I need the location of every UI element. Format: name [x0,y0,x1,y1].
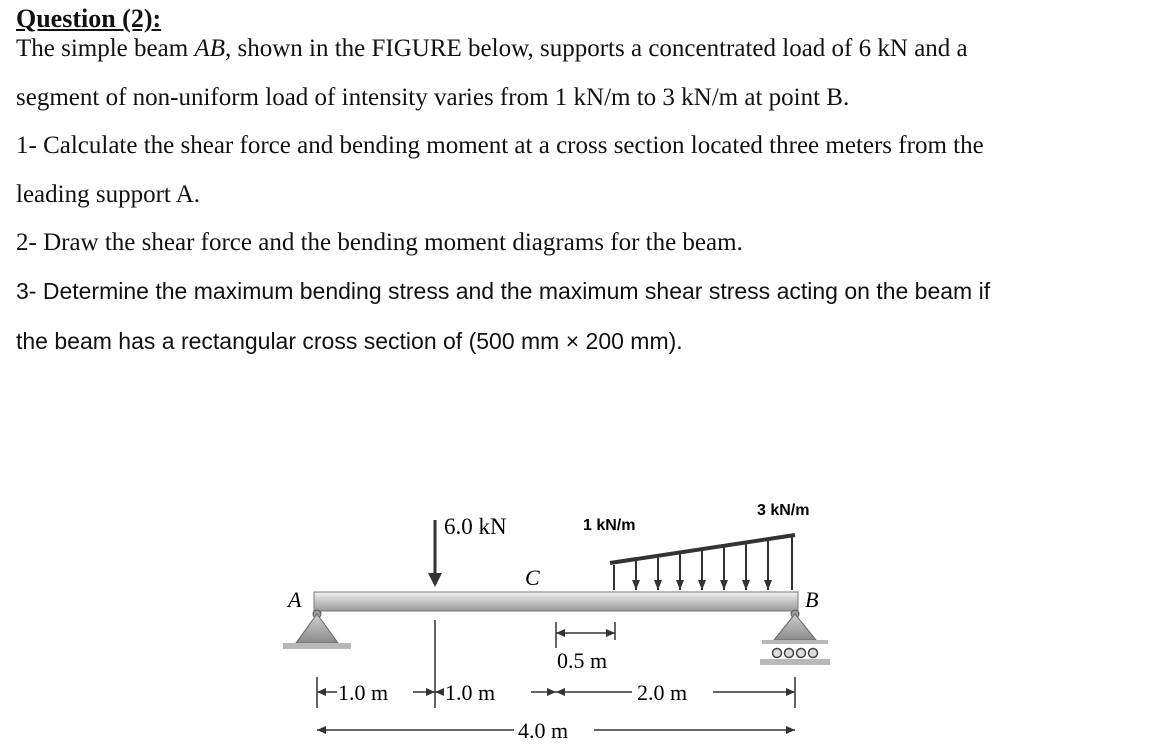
point-a-label: A [288,587,302,612]
question-heading: Question (2): [16,4,162,33]
intro-line-1 [16,35,968,63]
point-load-label: 6.0 kN [444,514,507,539]
intro-line-1-start: The simple beam [16,35,195,62]
task-1-line-2: leading support A. [16,181,201,208]
beam [314,592,798,611]
intro-line-2: segment of non-uniform load of intensity varies from 1 kN/m to 3 kN/m at point B. [16,84,850,111]
dimension-1m-b-label: 1.0 m [445,680,496,705]
point-b-label: B [805,587,819,612]
dimension-4m-label: 4.0 m [518,718,569,743]
point-load-arrow [428,520,442,587]
load-intensity-start: 1 kN/m [583,517,636,534]
task-3-line-2: the beam has a rectangular cross section of (500 mm × 200 mm). [16,328,683,354]
task-2: 2- Draw the shear force and the bending moment diagrams for the beam. [16,229,743,256]
pin-support-a [283,610,351,649]
dimension-0-5m-label: 0.5 m [557,648,608,673]
dimension-1m-a-label: 1.0 m [338,680,389,705]
beam-figure [0,480,1165,756]
load-intensity-end: 3 kN/m [757,502,810,519]
beam-name: AB [194,35,225,62]
dimension-0-5m [556,622,615,648]
roller-support-b [760,610,830,665]
task-1-line-1: 1- Calculate the shear force and bending moment at a cross section located three meters from the [16,132,984,159]
intro-line-1-end: , shown in the FIGURE below, supports a concentrated load of 6 kN and a [224,35,968,62]
dimension-2m-label: 2.0 m [637,680,688,705]
point-c-label: C [525,565,540,590]
task-3-line-1: 3- Determine the maximum bending stress and the maximum shear stress acting on the beam if [16,278,991,304]
distributed-load [610,535,795,590]
